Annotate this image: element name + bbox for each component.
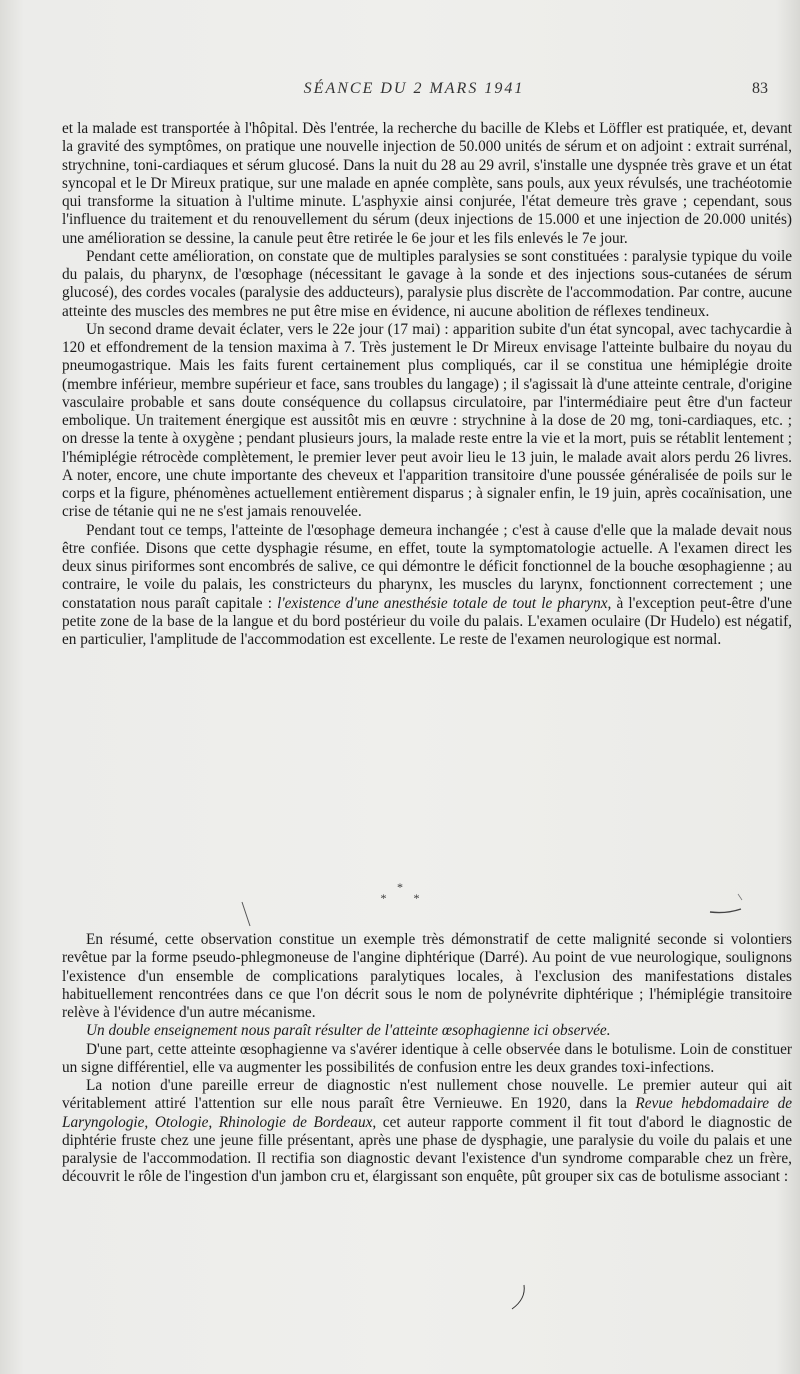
case-report-section <box>62 120 792 649</box>
paragraph-second-drame: Un second drame devait éclater, vers le 22e jour (17 mai) : apparition subite d'un état syncopal, avec tachycardie à 120 et effondrement de la tension maxima à 7. Très justement le Dr Mireux envisage l'atteinte bulbaire du noyau du pneumogastrique. Mais les faits furent certainement plus compliqués, car il se constitua une hémiplégie droite (membre inférieur, membre supérieur et face, sans troubles du langage) ; il s'agissait là d'une atteinte centrale, d'origine vasculaire probable et sans doute conséquence du collapsus circulatoire, par l'intermédiaire peut être d'un facteur embolique. Un traitement énergique est aussitôt mis en œuvre : strychnine à la dose de 20 mg, toni-cardiaques, etc. ; on dresse la tente à oxygène ; pendant plusieurs jours, la malade reste entre la vie et la mort, puis se rétablit lentement ; l'hémiplégie rétrocède complètement, le premier lever peut avoir lieu le 13 juin, le malade avait alors perdu 26 livres. A noter, encore, une chute importante des cheveux et l'apparition transitoire d'une poussée généralisée de poils sur le corps et la figure, phénomènes actuellement entièrement disparus ; à signaler enfin, le 19 juin, après cocaïnisation, une crise de tétanie qui ne ne s'est jamais renouvelée. <box>62 320 792 521</box>
paragraph-oesophage <box>62 522 792 650</box>
pencil-stroke-mark <box>508 1283 530 1313</box>
discussion-section <box>62 931 792 1187</box>
section-separator <box>0 882 800 904</box>
paragraph-botulisme: D'une part, cette atteinte œsophagienne va s'avérer identique à celle observée dans le botulisme. Loin de constituer un signe différentiel, elle va augmenter les possibilités de confusion entre les deux grandes toxi-infections. <box>62 1040 792 1076</box>
paragraph-resume: En résumé, cette observation constitue un exemple très démonstratif de cette malignité seconde si volontiers revêtue par la forme pseudo-phlegmoneuse de l'angine diphtérique (Darré). Au point de vue neurologique, soulignons l'existence d'un ensemble de complications paralytiques locales, à l'exclusion des manifestations distales habituellement rencontrées dans ce que l'on décrit sous le nom de polynévrite diphtérique ; l'hémiplégie transitoire relève à l'évidence d'un autre mécanisme. <box>62 931 792 1021</box>
asterism-row-1: * <box>397 880 403 894</box>
italic-emphasis: l'existence d'une anesthésie totale de tout le pharynx, <box>277 594 612 612</box>
journal-title: Revue hebdomadaire de Laryngologie, Otologie, Rhinologie de Bordeaux, <box>62 1095 793 1131</box>
text-run: à l'exception peut-être d'une petite zone de la base de la langue et du bord postérieur du voile du palais. L'examen oculaire (Dr Hudelo) est négatif, en particulier, l'amplitude de l'accommodation est excellente. Le reste de l'examen neurologique est normal. <box>62 594 792 648</box>
text-run: cet auteur rapporte comment il fit tout d'abord le diagnostic de diphtérie fruste chez une jeune fille présentant, après une phase de dysphagie, une paralysie du voile du palais et une paralysie de l'accommodation. Il rectifia son diagnostic devant l'existence d'un syndrome comparable chez un frère, découvrit le rôle de l'ingestion d'un jambon cru et, élargissant son enquête, pût grouper six cas de botulisme associant : <box>62 1113 792 1186</box>
running-title: SÉANCE DU 2 MARS 1941 <box>303 80 525 97</box>
paragraph-paralysies: Pendant cette amélioration, on constate que de multiples paralysies se sont constituées : paralysie typique du voile du palais, du pharynx, de l'œsophage (nécessitant le gavage à la sonde et des injections sous-cutanées de sérum glucosé), des cordes vocales (paralysie des adducteurs), paralysie plus discrète de l'accommodation. Par contre, aucune atteinte des muscles des membres ne put être mise en évidence, ni aucune abolition de réflexes tendineux. <box>62 247 792 320</box>
text-run: La notion d'une pareille erreur de diagnostic n'est nullement chose nouvelle. Le premier auteur qui ait véritablement attiré l'attention sur elle nous paraît être Vernieuwe. En 1920, dans la <box>62 1077 792 1113</box>
pencil-mark <box>240 900 262 930</box>
text-run: Pendant tout ce temps, l'atteinte de l'œsophage demeura inchangée ; c'est à cause d'elle que la malade devait nous être confiée. Disons que cette dysphagie résume, en effet, toute la symptomatologie actuelle. A l'examen direct les deux sinus piriformes sont encombrés de salive, ce qui démontre le déficit fonctionnel de la bouche œsophagienne ; au contraire, le voile du palais, les constricteurs du pharynx, les muscles du larynx, fonctionnent correctement ; une constatation nous paraît capitale : <box>62 521 792 612</box>
italic-statement: Un double enseignement nous paraît résulter de l'atteinte œsophagienne ici observée. <box>86 1022 611 1040</box>
ink-flourish-mark <box>708 890 744 916</box>
paragraph-transport: et la malade est transportée à l'hôpital. Dès l'entrée, la recherche du bacille de Klebs et Löffler est pratiquée, et, devant la gravité des symptômes, on pratique une nouvelle injection de 50.000 unités de sérum et on adjoint : extrait surrénal, strychnine, toni-cardiaques et sérum glucosé. Dans la nuit du 28 au 29 avril, s'installe une dyspnée très grave et un état syncopal et le Dr Mireux pratique, sur une malade en apnée complète, sans pouls, aux yeux révulsés, une trachéotomie qui transforme la situation à l'ultime minute. L'asphyxie ainsi conjurée, l'état demeure très grave ; cependant, sous l'influence du traitement et du renouvellement du sérum (deux injections de 15.000 et une injection de 20.000 unités) une amélioration se dessine, la canule peut être retirée le 6e jour et les fils enlevés le 7e jour. <box>62 120 792 247</box>
page-number: 83 <box>752 80 768 97</box>
paragraph-enseignement <box>62 1022 792 1040</box>
running-header <box>60 80 768 104</box>
asterism-row-2: * * <box>380 891 432 905</box>
paragraph-vernieuwe <box>62 1077 792 1187</box>
